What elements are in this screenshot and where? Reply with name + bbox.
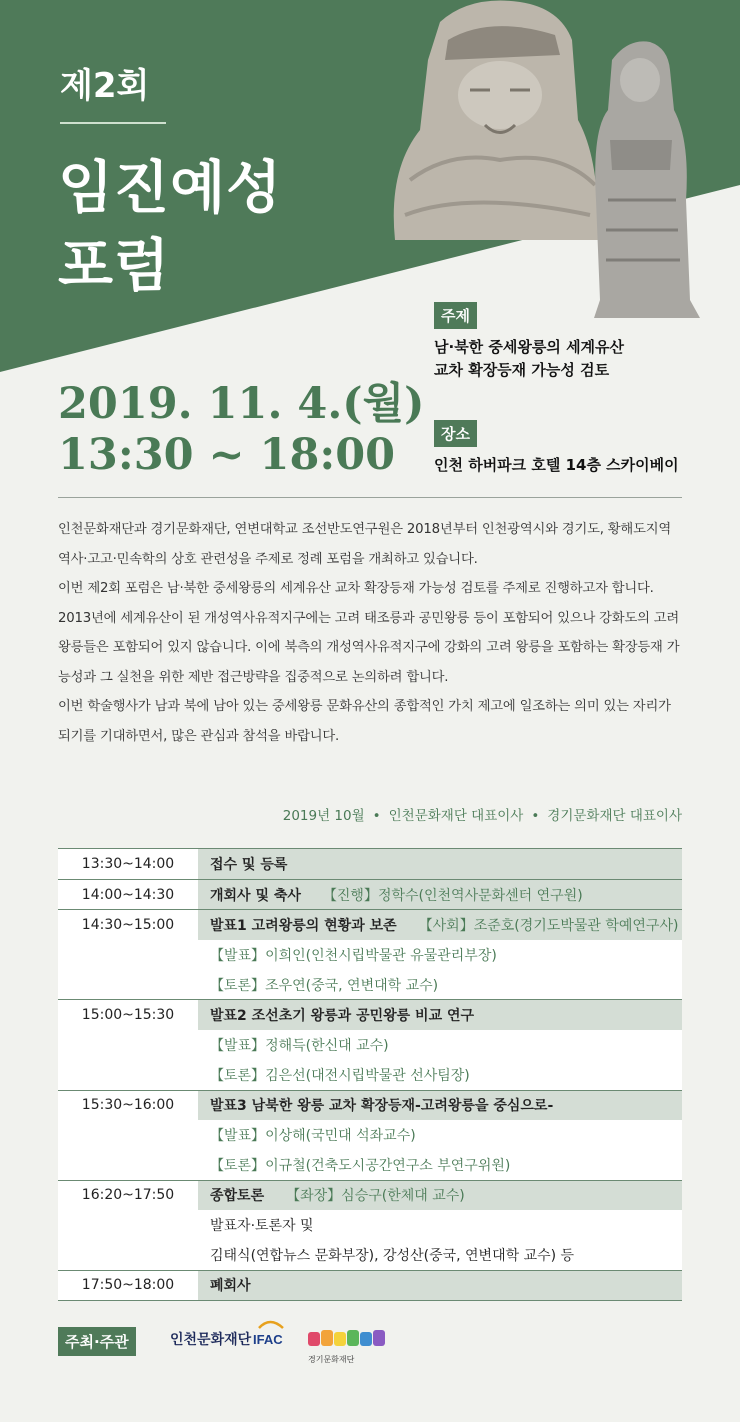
schedule-time: 15:30~16:00 [58,1090,198,1120]
intro-paragraph-4: 이번 학술행사가 남과 북에 남아 있는 중세왕릉 문화유산의 종합적인 가치 제고에 일조하는 의미 있는 자리가 되기를 기대하면서, 많은 관심과 참석을 바랍니다. [58,699,671,744]
ifac-logo-icon [253,1318,287,1348]
intro-text [58,515,686,751]
schedule-role: 【발표】 [210,1128,266,1145]
schedule-title: 종합토론 [210,1188,265,1205]
schedule-time [58,1150,198,1180]
schedule-row [58,1150,682,1180]
gyeonggi-foundation-logo-text: 경기문화재단 [308,1355,355,1364]
schedule-content [198,1210,682,1240]
schedule-person: 발표자·토론자 및 [210,1218,314,1235]
schedule-role: 【사회】 [418,918,474,935]
schedule-row [58,1180,682,1210]
schedule-row [58,1090,682,1120]
schedule-content [198,1180,682,1210]
event-time: 13:30 ~ 18:00 [58,430,396,480]
schedule-time [58,1120,198,1150]
intro-paragraph-1: 인천문화재단과 경기문화재단, 연변대학교 조선반도연구원은 2018년부터 인천광역시와 경기도, 황해도지역 역사·고고·민속학의 상호 관련성을 주제로 정례 포럼을 개최하고 있습니다. [58,522,672,567]
section-divider [58,497,682,498]
schedule-row [58,1060,682,1090]
signoff-separator: • [372,808,381,824]
event-date: 2019. 11. 4.(월) [58,379,425,429]
schedule-time [58,1030,198,1060]
schedule-row [58,940,682,970]
topic-tag: 주제 [434,302,477,329]
schedule-person: 조준호(경기도박물관 학예연구사) [473,918,679,935]
schedule-row [58,970,682,1000]
schedule-person: 정학수(인천역사문화센터 연구원) [377,887,583,904]
schedule-row [58,879,682,910]
schedule-person: 정해득(한신대 교수) [265,1037,389,1054]
schedule-title: 접수 및 등록 [210,856,288,873]
topic-text [434,336,624,382]
schedule-content [198,1030,682,1060]
schedule-row [58,1210,682,1240]
schedule-content [198,1060,682,1090]
schedule-row [58,849,682,880]
edition-label: 제2회 [60,66,150,106]
host-label: 주최·주관 [58,1327,136,1356]
forum-title-line1: 임진예성 [58,155,283,221]
schedule-content [198,1000,682,1030]
schedule-content [198,879,682,910]
schedule-time [58,1060,198,1090]
venue-tag: 장소 [434,420,477,447]
signoff-org1: 인천문화재단 대표이사 [388,808,524,824]
schedule-content [198,1090,682,1120]
schedule-row [58,1270,682,1301]
incheon-foundation-logo-text: 인천문화재단 [170,1332,252,1348]
schedule-person: 김은선(대전시립박물관 선사팀장) [265,1067,470,1084]
title-divider [60,122,166,124]
schedule-time: 13:30~14:00 [58,849,198,880]
schedule-content [198,1150,682,1180]
schedule-role: 【토론】 [210,1067,266,1084]
schedule-time: 14:30~15:00 [58,910,198,940]
signoff-separator: • [531,808,540,824]
schedule-content [198,1120,682,1150]
schedule-role: 【토론】 [210,1157,266,1174]
schedule-role: 【발표】 [210,947,266,964]
schedule-title: 개회사 및 축사 [210,887,301,904]
schedule-title: 폐회사 [210,1278,251,1295]
schedule-time [58,1240,198,1270]
schedule-person: 이규철(건축도시공간연구소 부연구위원) [265,1157,511,1174]
gyeonggi-foundation-logo-icon [308,1326,394,1352]
schedule-content [198,1240,682,1270]
venue-text: 인천 하버파크 호텔 14층 스카이베이 [434,456,679,474]
schedule-person: 이상해(국민대 석좌교수) [265,1128,416,1145]
schedule-row [58,910,682,940]
schedule-row [58,1000,682,1030]
signoff [283,804,682,824]
schedule-title: 발표3 남북한 왕릉 교차 확장등재-고려왕릉을 중심으로- [210,1098,554,1115]
schedule-content [198,940,682,970]
intro-paragraph-2: 이번 제2회 포럼은 남·북한 중세왕릉의 세계유산 교차 확장등재 가능성 검토를 주제로 진행하고자 합니다. [58,581,654,596]
schedule-role: 【진행】 [322,887,378,904]
schedule-table [58,848,682,1301]
schedule-person: 이희인(인천시립박물관 유물관리부장) [265,947,497,964]
schedule-person: 조우연(중국, 연변대학 교수) [265,977,439,994]
schedule-person: 김태식(연합뉴스 문화부장), 강성산(중국, 연변대학 교수) 등 [210,1247,575,1264]
schedule-time [58,1210,198,1240]
schedule-person: 심승구(한체대 교수) [341,1188,465,1205]
schedule-title: 발표1 고려왕릉의 현황과 보존 [210,918,397,935]
schedule-content [198,849,682,880]
schedule-time: 16:20~17:50 [58,1180,198,1210]
forum-title-line2: 포럼 [58,233,171,299]
topic-line1: 남·북한 중세왕릉의 세계유산 [434,338,625,356]
schedule-time: 14:00~14:30 [58,879,198,910]
schedule-time [58,970,198,1000]
schedule-role: 【좌장】 [286,1188,342,1205]
schedule-row [58,1120,682,1150]
schedule-time: 15:00~15:30 [58,1000,198,1030]
topic-line2: 교차 확장등재 가능성 검토 [434,361,610,379]
signoff-org2: 경기문화재단 대표이사 [547,808,682,824]
schedule-role: 【토론】 [210,977,266,994]
schedule-row [58,1240,682,1270]
schedule-content [198,910,682,940]
signoff-date: 2019년 10월 [282,808,365,824]
intro-paragraph-3: 2013년에 세계유산이 된 개성역사유적지구에는 고려 태조릉과 공민왕릉 등이 포함되어 있으나 강화도의 고려 왕릉들은 포함되어 있지 않습니다. 이에 북측의 개성역사유적지구에 강화의 고려 왕릉을 포함하는 확장등재 가능성과 그 실천을 위한 제반 접근방략을 집중적으로 논의하려 합니다. [58,610,680,685]
schedule-content [198,970,682,1000]
schedule-title: 발표2 조선초기 왕릉과 공민왕릉 비교 연구 [210,1008,475,1025]
schedule-content [198,1270,682,1301]
schedule-row [58,1030,682,1060]
schedule-role: 【발표】 [210,1037,266,1054]
schedule-time: 17:50~18:00 [58,1270,198,1301]
svg-text:IFAC: IFAC [253,1332,283,1347]
schedule-time [58,940,198,970]
